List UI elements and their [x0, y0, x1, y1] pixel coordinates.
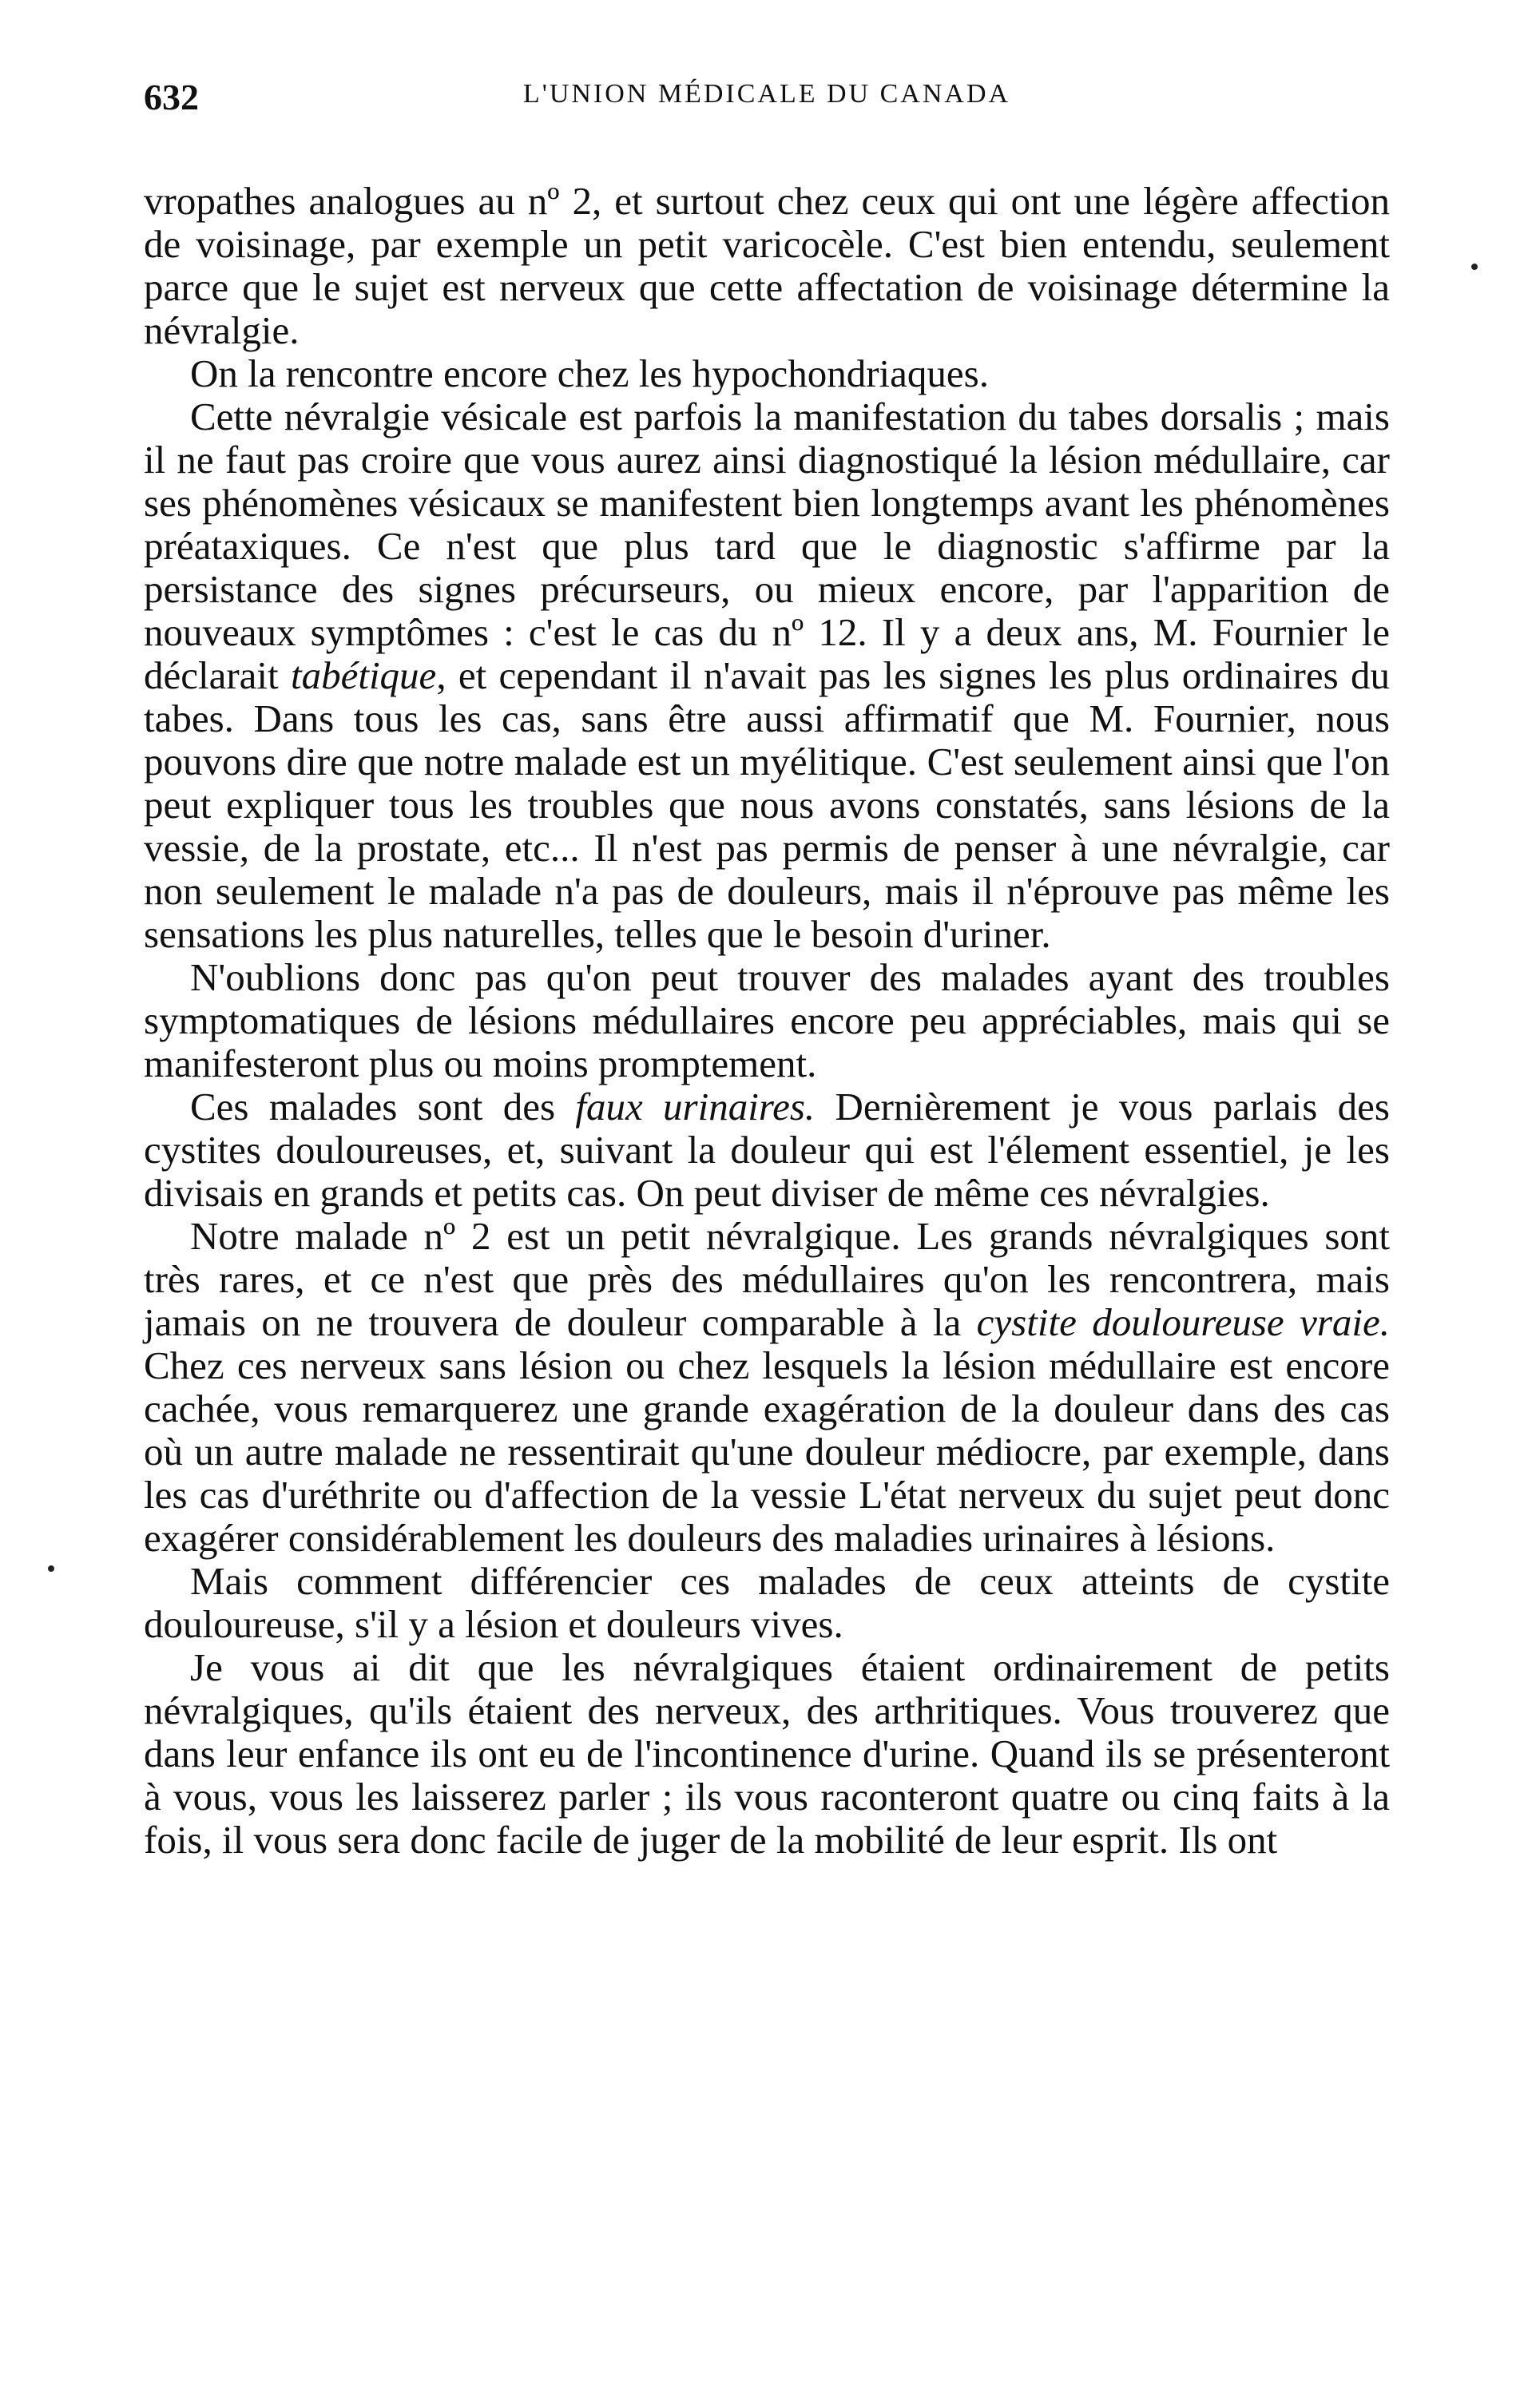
- scan-speck: [1471, 264, 1478, 270]
- italic-text: faux urinaires.: [575, 1085, 816, 1129]
- text-run: Cette névralgie vésicale est parfois la manifestation du tabes dorsalis ; mais il ne faut pas croire que vous aurez ainsi diagnostiqué la lésion médullaire, car ses phénomènes vésicaux se manifestent bien longtemps avant les phénomènes préataxiques. Ce n'est que plus tard que le diagnostic s'affirme par la persistance des signes précurseurs, ou mieux encore, par l'apparition de nouveaux symptômes : c'est le cas du nº 12. Il y a deux ans, M. Fournier le déclarait: [144, 395, 1390, 697]
- text-run: Je vous ai dit que les névralgiques étaient ordinairement de petits névralgiques, qu'ils étaient des nerveux, des arthritiques. Vous trouverez que dans leur enfance ils ont eu de l'incontinence d'urine. Quand ils se présenteront à vous, vous les laisserez parler ; ils vous raconteront quatre ou cinq faits à la fois, il vous sera donc facile de juger de la mobilité de leur esprit. Ils ont: [144, 1645, 1390, 1862]
- paragraph: [144, 1560, 1390, 1646]
- text-run: N'oublions donc pas qu'on peut trouver des malades ayant des troubles symptomatiques de lésions médullaires encore peu appréciables, mais qui se manifesteront plus ou moins promptement.: [144, 955, 1390, 1085]
- paragraph: [144, 180, 1390, 352]
- text-run: , et cependant il n'avait pas les signes les plus ordinaires du tabes. Dans tous les cas, sans être aussi affirmatif que M. Fournier, nous pouvons dire que notre malade est un myélitique. C'est seulement ainsi que l'on peut expliquer tous les troubles que nous avons constatés, sans lésions de la vessie, de la prostate, etc... Il n'est pas permis de penser à une névralgie, car non seulement le malade n'a pas de douleurs, mais il n'éprouve pas même les sensations les plus naturelles, telles que le besoin d'uriner.: [144, 653, 1390, 956]
- text-run: Mais comment différencier ces malades de ceux atteints de cystite douloureuse, s'il y a lésion et douleurs vives.: [144, 1559, 1390, 1646]
- scan-speck: [48, 1565, 54, 1572]
- paragraph: [144, 1085, 1390, 1215]
- italic-text: tabétique: [290, 653, 437, 697]
- text-run: On la rencontre encore chez les hypochondriaques.: [190, 351, 989, 395]
- italic-text: cystite douloureuse vraie.: [976, 1300, 1391, 1344]
- body-text: [144, 180, 1390, 1862]
- paragraph: [144, 352, 1390, 395]
- page-header: [144, 76, 1390, 132]
- text-run: Dernièrement je vous parlais des cystites douloureuses, et, suivant la douleur qui est l'élement essentiel, je les divisais en grands et petits cas. On peut diviser de même ces névralgies.: [144, 1085, 1390, 1215]
- paragraph: [144, 395, 1390, 956]
- text-run: vropathes analogues au nº 2, et surtout chez ceux qui ont une légère affection de voisinage, par exemple un petit varicocèle. C'est bien entendu, seulement parce que le sujet est nerveux que cette affectation de voisinage détermine la névralgie.: [144, 179, 1390, 352]
- running-head: L'UNION MÉDICALE DU CANADA: [522, 79, 1011, 109]
- text-run: Chez ces nerveux sans lésion ou chez lesquels la lésion médullaire est encore cachée, vous remarquerez une grande exagération de la douleur dans des cas où un autre malade ne ressentirait qu'une douleur médiocre, par exemple, dans les cas d'uréthrite ou d'affection de la vessie L'état nerveux du sujet peut donc exagérer considérablement les douleurs des maladies urinaires à lésions.: [144, 1343, 1390, 1560]
- book-page: [144, 76, 1390, 1862]
- page-number: 632: [144, 77, 199, 117]
- paragraph: [144, 1646, 1390, 1862]
- paragraph: [144, 1215, 1390, 1560]
- paragraph: [144, 956, 1390, 1085]
- text-run: Notre malade nº 2 est un petit névralgique. Les grands névralgiques sont très rares, et ce n'est que près des médullaires qu'on les rencontrera, mais jamais on ne trouvera de douleur comparable à la: [144, 1214, 1390, 1344]
- text-run: Ces malades sont des: [190, 1085, 576, 1129]
